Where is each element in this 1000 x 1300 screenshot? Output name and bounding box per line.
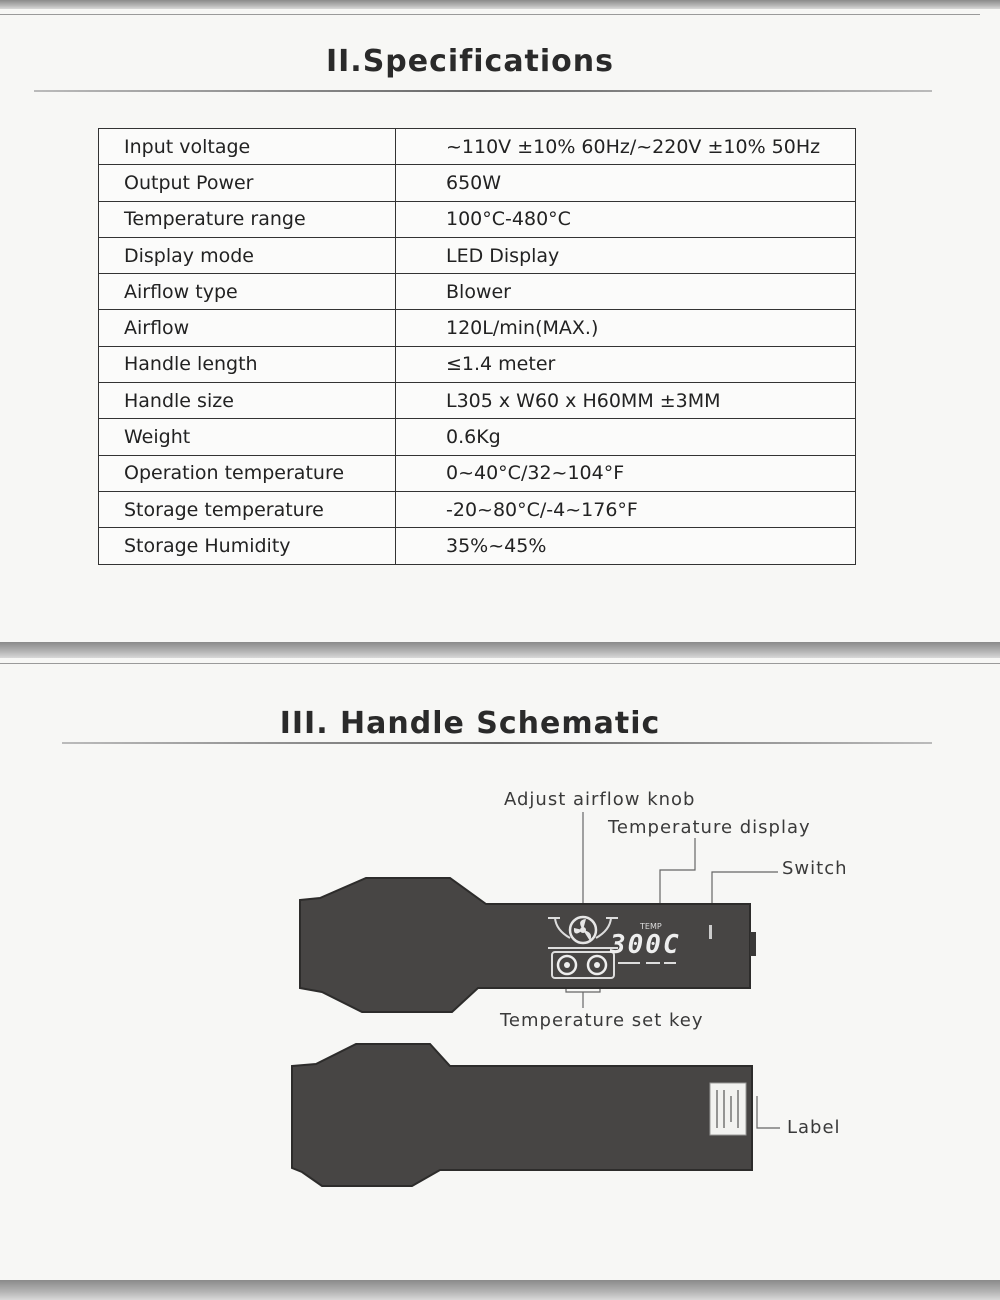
table-row — [99, 455, 856, 491]
table-row — [99, 491, 856, 527]
handle-body — [292, 1044, 752, 1186]
spec-value: 0.6Kg — [396, 419, 856, 455]
schematic-title: III. Handle Schematic — [279, 706, 661, 741]
spec-label: Weight — [99, 419, 396, 455]
top-divider — [0, 14, 980, 15]
switch-icon — [709, 925, 712, 939]
spec-value: 100°C-480°C — [396, 201, 856, 237]
label-sticker — [710, 1083, 746, 1135]
specifications-title: II.Specifications — [325, 44, 615, 79]
handle-schematic-diagram — [0, 760, 1000, 1200]
handle-back-view — [292, 1044, 752, 1186]
spec-value: 35%~45% — [396, 528, 856, 564]
specifications-title-rule — [34, 90, 932, 92]
table-row — [99, 274, 856, 310]
annotation-temperature-display: Temperature display — [608, 817, 811, 838]
spec-label: Temperature range — [99, 201, 396, 237]
spec-label: Airflow type — [99, 274, 396, 310]
spec-value: 0~40°C/32~104°F — [396, 455, 856, 491]
top-band — [0, 0, 1000, 9]
spec-value: Blower — [396, 274, 856, 310]
spec-label: Handle length — [99, 346, 396, 382]
annotation-adjust-airflow-knob: Adjust airflow knob — [504, 789, 696, 810]
middle-band — [0, 642, 1000, 658]
middle-divider — [0, 663, 1000, 664]
table-row — [99, 310, 856, 346]
spec-label: Operation temperature — [99, 455, 396, 491]
table-row — [99, 129, 856, 165]
annotation-switch: Switch — [782, 858, 848, 879]
spec-label: Input voltage — [99, 129, 396, 165]
display-readout: 300C — [610, 930, 681, 960]
spec-value: -20~80°C/-4~176°F — [396, 491, 856, 527]
table-row — [99, 237, 856, 273]
table-row — [99, 528, 856, 564]
table-row — [99, 383, 856, 419]
spec-value: 650W — [396, 165, 856, 201]
table-row — [99, 165, 856, 201]
annotation-temperature-set-key: Temperature set key — [500, 1010, 704, 1031]
table-row — [99, 346, 856, 382]
display-temp-tag: TEMP — [640, 922, 662, 931]
bottom-band — [0, 1280, 1000, 1300]
handle-front-view — [300, 878, 756, 1012]
spec-label: Storage Humidity — [99, 528, 396, 564]
spec-label: Airflow — [99, 310, 396, 346]
spec-value: LED Display — [396, 237, 856, 273]
spec-value: ≤1.4 meter — [396, 346, 856, 382]
table-row — [99, 419, 856, 455]
spec-value: 120L/min(MAX.) — [396, 310, 856, 346]
handle-body — [300, 878, 750, 1012]
spec-value: L305 x W60 x H60MM ±3MM — [396, 383, 856, 419]
spec-label: Output Power — [99, 165, 396, 201]
annotation-label: Label — [787, 1117, 841, 1138]
spec-label: Handle size — [99, 383, 396, 419]
table-row — [99, 201, 856, 237]
handle-end-cap — [750, 932, 756, 956]
spec-value: ~110V ±10% 60Hz/~220V ±10% 50Hz — [396, 129, 856, 165]
spec-label: Storage temperature — [99, 491, 396, 527]
schematic-title-rule — [62, 742, 932, 744]
spec-label: Display mode — [99, 237, 396, 273]
specifications-table — [98, 128, 856, 565]
